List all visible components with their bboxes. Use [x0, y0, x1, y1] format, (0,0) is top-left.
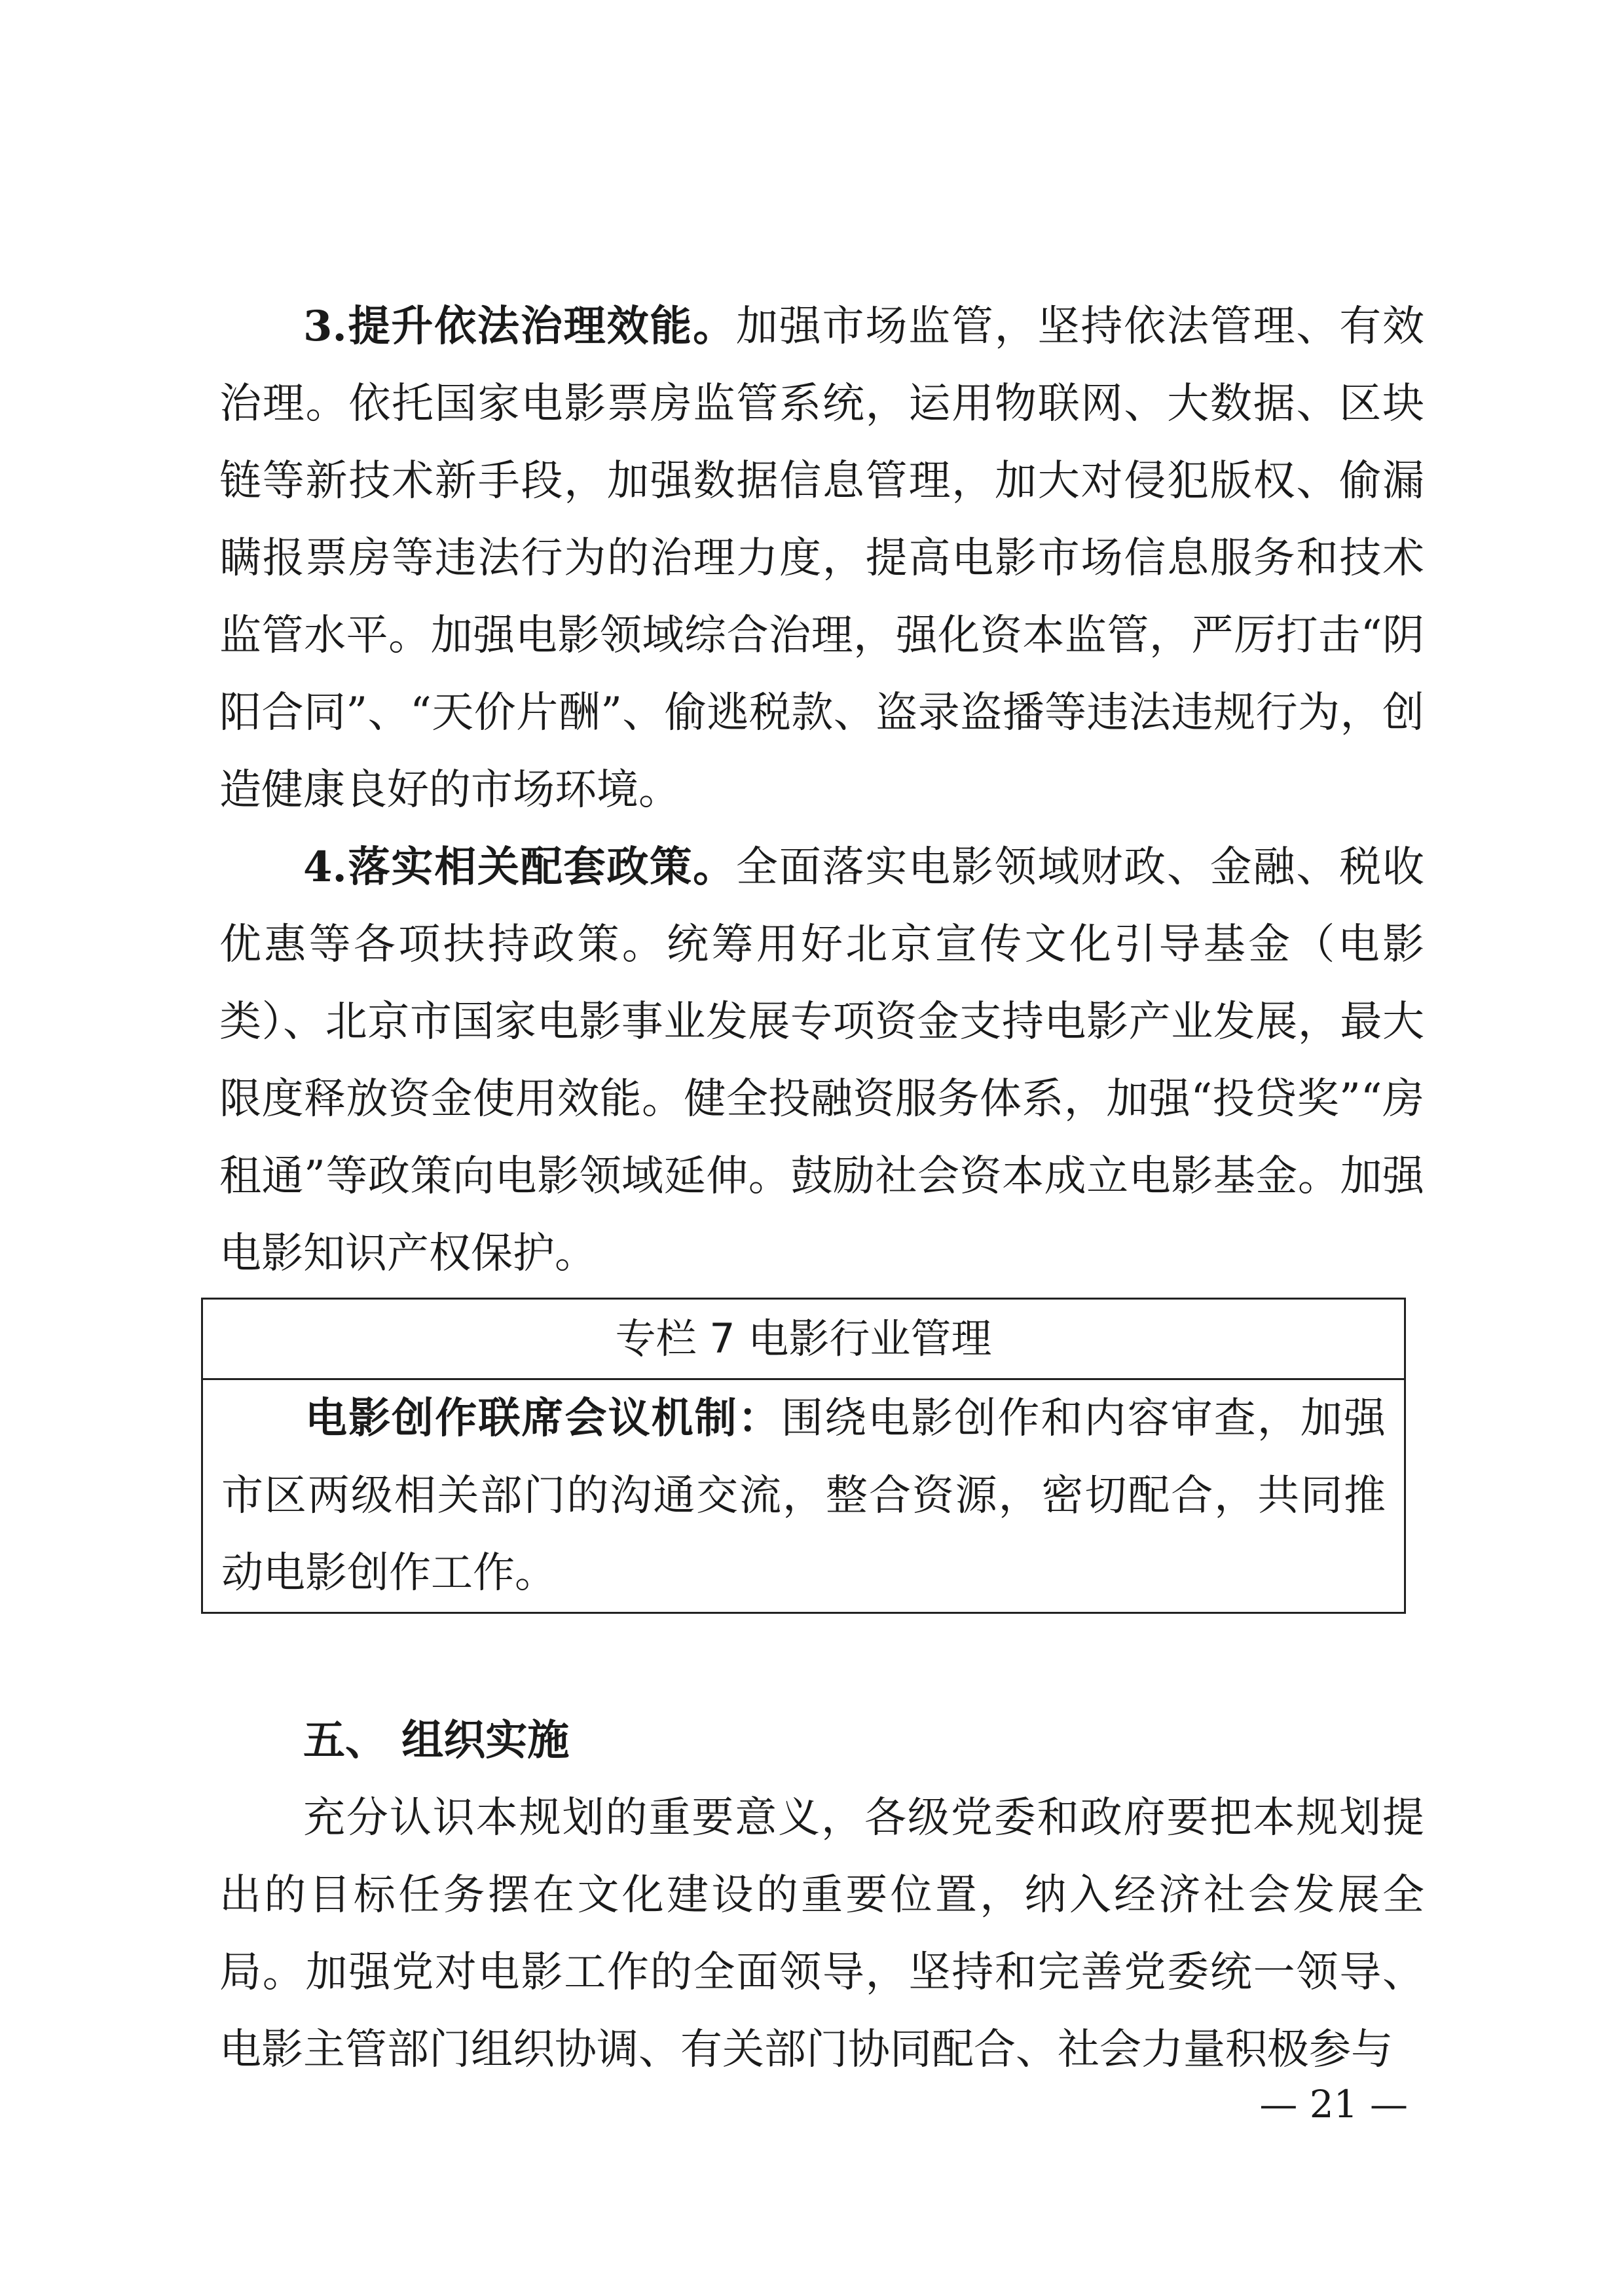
column-box-text: 围绕电影创作和内容审查，加强市区两级相关部门的沟通交流，整合资源，密切配合，共同推动电影创作工作。 — [221, 1394, 1386, 1597]
paragraph-4-text: 全面落实电影领域财政、金融、税收优惠等各项扶持政策。统筹用好北京宣传文化引导基金（电影类）、北京市国家电影事业发展专项资金支持电影产业发展，最大限度释放资金使用效能。健全投融资服务体系，加强“投贷奖”“房租通”等政策向电影领域延伸。鼓励社会资本成立电影基金。加强电影知识产权保护。 — [219, 843, 1425, 1278]
paragraph-4 — [219, 829, 1424, 1292]
paragraph-3-text: 加强市场监管，坚持依法管理、有效治理。依托国家电影票房监管系统，运用物联网、大数据、区块链等新技术新手段，加强数据信息管理，加大对侵犯版权、偷漏瞒报票房等违法行为的治理力度，提高电影市场信息服务和技术监管水平。加强电影领域综合治理，强化资本监管，严厉打击“阴阳合同”、“天价片酬”、偷逃税款、盗录盗播等违法违规行为，创造健康良好的市场环境。 — [219, 302, 1425, 814]
document-body — [219, 288, 1424, 2088]
section-5-paragraph: 充分认识本规划的重要意义，各级党委和政府要把本规划提出的目标任务摆在文化建设的重要位置，纳入经济社会发展全局。加强党对电影工作的全面领导，坚持和完善党委统一领导、电影主管部门组织协调、有关部门协同配合、社会力量积极参与 — [219, 1794, 1424, 2074]
section-heading: 五、 组织实施 — [303, 1717, 570, 1765]
column-box-title: 专栏 7 电影行业管理 — [203, 1300, 1404, 1380]
column-box-body — [203, 1380, 1404, 1612]
paragraph-4-lead: 4.落实相关配套政策。 — [303, 843, 736, 892]
paragraph-3 — [219, 288, 1424, 829]
column-box-lead: 电影创作联席会议机制： — [305, 1394, 781, 1443]
page-number: — 21 — — [1259, 2082, 1408, 2126]
paragraph-3-lead: 3.提升依法治理效能。 — [303, 302, 736, 351]
column-box — [201, 1298, 1406, 1614]
